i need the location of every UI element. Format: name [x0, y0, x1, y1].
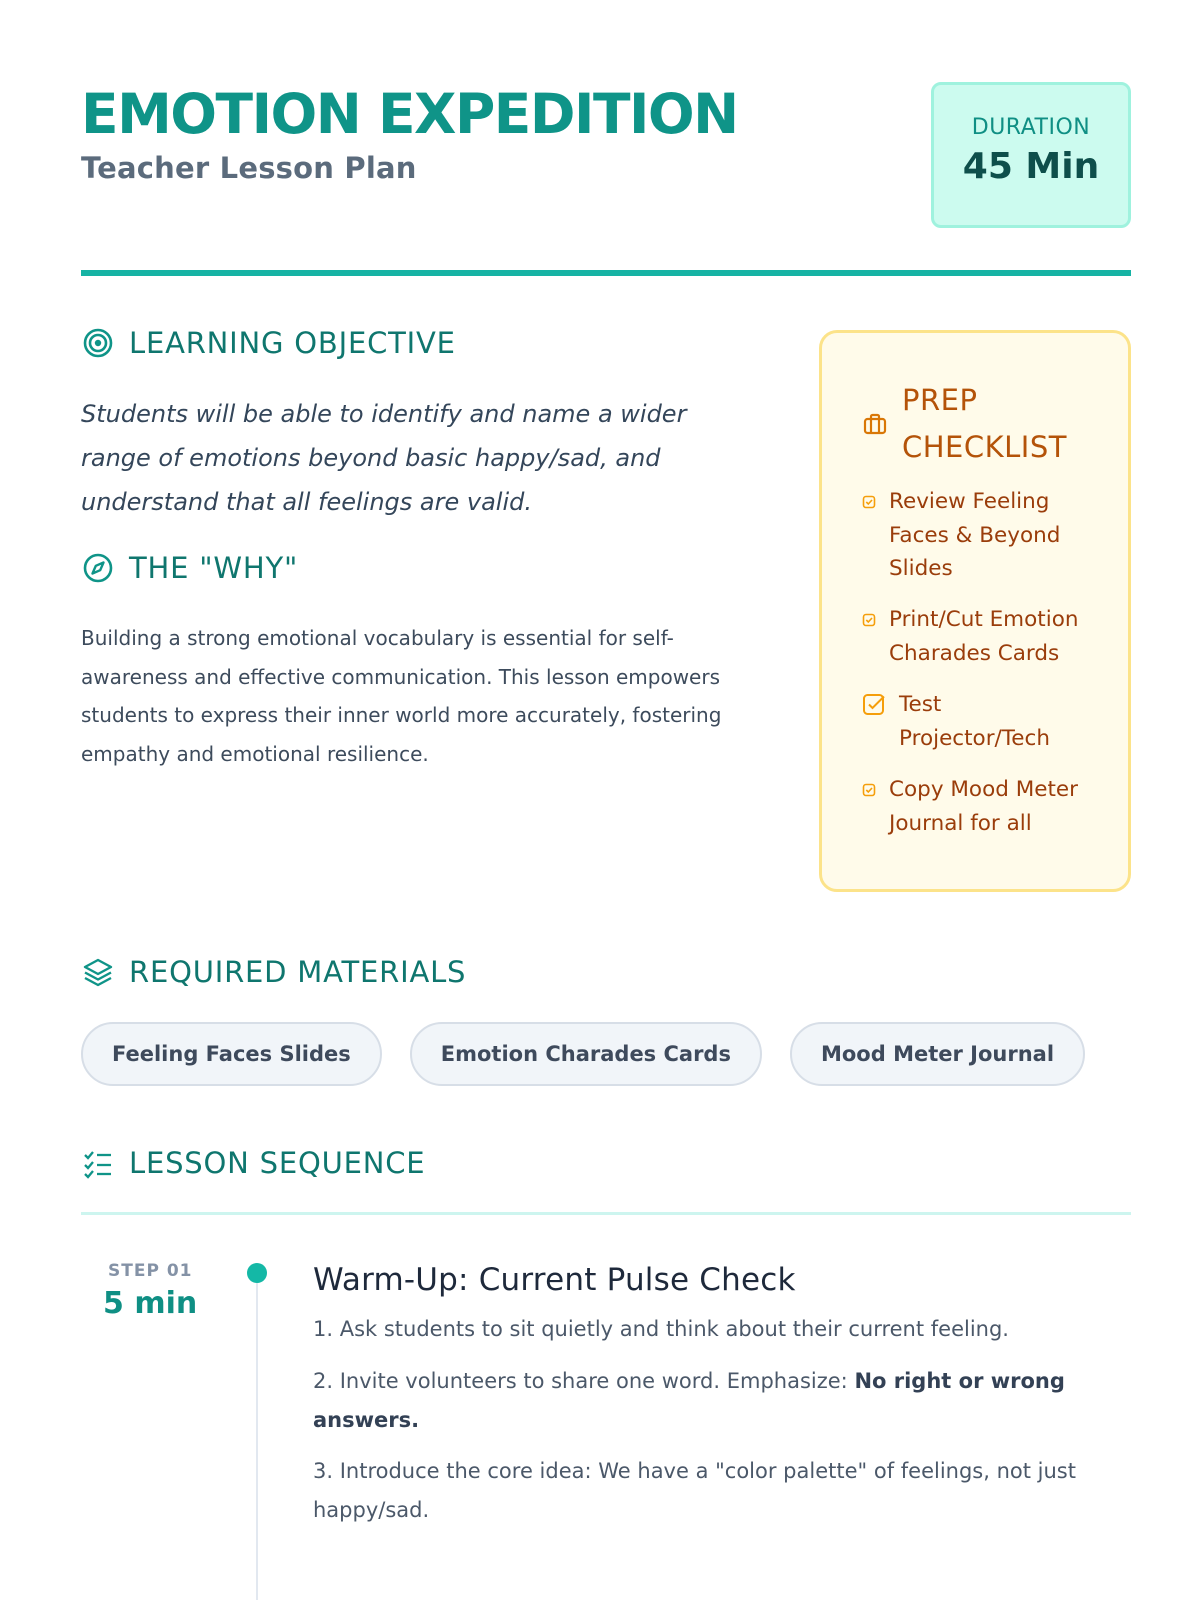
- checklist-item-label: Copy Mood Meter Journal for all: [889, 777, 1078, 836]
- page-subtitle: Teacher Lesson Plan: [81, 151, 417, 185]
- check-square-icon: [862, 495, 876, 514]
- objective-text: Students will be able to identify and name a wider range of emotions beyond basic happy/sad, and understand that all feelings are valid.: [81, 400, 687, 516]
- list-checks-icon: [81, 1146, 115, 1180]
- materials-list: [81, 1022, 1113, 1086]
- step-instruction: 3. Introduce the core idea: We have a "color palette" of feelings, not just happy/sad.: [313, 1459, 1076, 1522]
- objective-heading-label: LEARNING OBJECTIVE: [129, 326, 456, 360]
- step-instruction: [313, 1362, 1093, 1440]
- duration-badge: [931, 82, 1131, 228]
- duration-label: DURATION: [971, 115, 1091, 140]
- step-instruction: 1. Ask students to sit quietly and think about their current feeling.: [313, 1317, 1009, 1341]
- layers-icon: [81, 955, 115, 989]
- step-instruction-text: 2. Invite volunteers to share one word. Emphasize:: [313, 1369, 855, 1393]
- prep-checklist-card: [819, 330, 1131, 892]
- checklist-item-label: Print/Cut Emotion Charades Cards: [889, 607, 1079, 666]
- check-square-icon: [862, 613, 876, 632]
- target-icon: [81, 326, 115, 360]
- material-chip: Emotion Charades Cards: [410, 1022, 762, 1086]
- objective-heading: [81, 326, 456, 360]
- sequence-heading: [81, 1146, 425, 1180]
- prep-title-line1: PREP: [902, 383, 978, 417]
- compass-icon: [81, 551, 115, 585]
- checklist-item: [862, 688, 1069, 755]
- why-heading: [81, 551, 298, 585]
- checklist-item-label: Test Projector/Tech: [899, 692, 1050, 751]
- prep-title-line2: CHECKLIST: [902, 430, 1067, 464]
- check-square-icon: [862, 783, 876, 802]
- materials-heading-label: REQUIRED MATERIALS: [129, 955, 467, 989]
- briefcase-icon: [862, 411, 888, 437]
- page-title: EMOTION EXPEDITION: [81, 82, 738, 146]
- sequence-heading-label: LESSON SEQUENCE: [129, 1146, 426, 1180]
- sequence-divider: [81, 1212, 1131, 1215]
- step-instruction-emphasis: No right or wrong answers.: [313, 1369, 1065, 1432]
- step-number: STEP 01: [108, 1261, 193, 1281]
- checklist-item: [862, 603, 1099, 670]
- material-chip: Feeling Faces Slides: [81, 1022, 382, 1086]
- step-title: Warm-Up: Current Pulse Check: [313, 1262, 796, 1298]
- header: [81, 78, 1131, 228]
- checklist-item-label: Review Feeling Faces & Beyond Slides: [889, 489, 1061, 581]
- materials-heading: [81, 955, 466, 989]
- check-square-icon: [862, 693, 886, 722]
- why-heading-label: THE "WHY": [129, 551, 299, 585]
- prep-checklist-heading: [862, 377, 1067, 471]
- timeline-line: [256, 1272, 258, 1600]
- material-chip: Mood Meter Journal: [790, 1022, 1085, 1086]
- header-divider: [81, 270, 1131, 276]
- prep-checklist-title: [902, 377, 1067, 471]
- why-text: Building a strong emotional vocabulary is essential for self-awareness and effective communication. This lesson empowers students to express their inner world more accurately, fostering empathy and emotional resilience.: [81, 626, 722, 766]
- step-duration: 5 min: [103, 1286, 198, 1321]
- checklist-item: [862, 773, 1099, 840]
- timeline-dot: [247, 1263, 267, 1283]
- checklist-item: [862, 485, 1079, 586]
- duration-value: 45 Min: [962, 146, 1100, 187]
- lesson-plan-page: [81, 0, 1131, 1600]
